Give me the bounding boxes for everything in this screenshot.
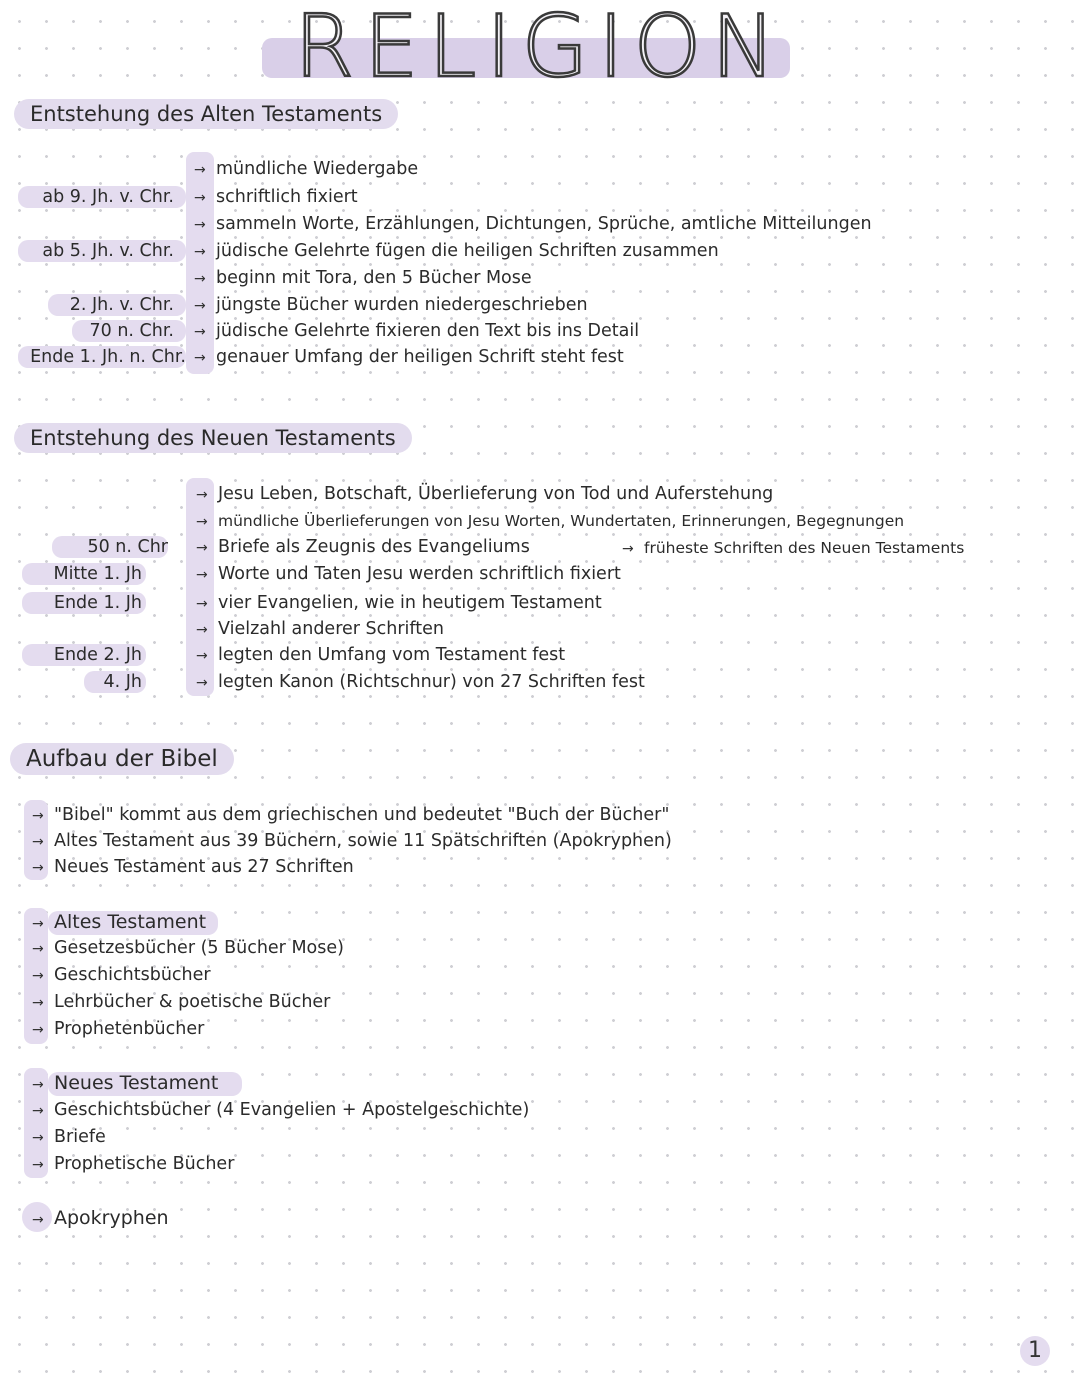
list-item: → beginn mit Tora, den 5 Bücher Mose <box>194 265 532 292</box>
date-label: Ende 2. Jh <box>53 645 142 665</box>
section-heading-nt: Entstehung des Neuen Testaments <box>14 423 412 453</box>
arrow-right-icon: → <box>32 1022 44 1038</box>
list-item: → mündliche Wiedergabe <box>194 156 418 183</box>
list-item: → Worte und Taten Jesu werden schriftlich fixiert <box>196 561 621 588</box>
list-item: → jüdische Gelehrte fügen die heiligen Schriften zusammen <box>194 238 719 265</box>
list-item: → Altes Testament aus 39 Büchern, sowie 11 Spätschriften (Apokryphen) <box>32 828 672 855</box>
arrow-right-icon: → <box>32 941 44 957</box>
arrow-right-icon: → <box>196 540 208 556</box>
list-item: → mündliche Überlieferungen von Jesu Worten, Wundertaten, Erinnerungen, Begegnungen <box>196 508 904 535</box>
arrow-right-icon: → <box>32 1077 44 1093</box>
date-label: 4. Jh <box>103 672 142 692</box>
date-label: 50 n. Chr <box>87 537 168 557</box>
arrow-right-icon: → <box>196 596 208 612</box>
list-item: → vier Evangelien, wie in heutigem Testament <box>196 590 602 617</box>
arrow-right-icon: → <box>194 298 206 314</box>
list-item: → legten Kanon (Richtschnur) von 27 Schriften fest <box>196 669 645 696</box>
list-item: → Briefe als Zeugnis des Evangeliums <box>196 534 530 561</box>
list-item: → Geschichtsbücher <box>32 962 211 989</box>
date-label: 2. Jh. v. Chr. <box>69 295 174 315</box>
arrow-right-icon: → <box>196 567 208 583</box>
arrow-right-icon: → <box>194 162 206 178</box>
list-item: → Prophetenbücher <box>32 1016 204 1043</box>
arrow-right-icon: → <box>196 622 208 638</box>
date-label: Ende 1. Jh. n. Chr. <box>30 347 186 367</box>
date-label: 70 n. Chr. <box>89 321 174 341</box>
arrow-right-icon: → <box>32 1130 44 1146</box>
list-item: → Gesetzesbücher (5 Bücher Mose) <box>32 935 344 962</box>
page-title: RELIGION <box>294 0 786 97</box>
arrow-right-icon: → <box>32 1103 44 1119</box>
arrow-right-icon: → <box>196 648 208 664</box>
arrow-right-icon: → <box>32 1212 44 1228</box>
date-label: Mitte 1. Jh <box>53 564 142 584</box>
arrow-right-icon: → <box>32 834 44 850</box>
arrow-right-icon: → <box>194 217 206 233</box>
list-item: → Jesu Leben, Botschaft, Überlieferung von Tod und Auferstehung <box>196 481 773 508</box>
list-item: → genauer Umfang der heiligen Schrift steht fest <box>194 344 624 371</box>
arrow-right-icon: → <box>194 350 206 366</box>
date-label: ab 5. Jh. v. Chr. <box>42 241 174 261</box>
note-earliest-writings: → früheste Schriften des Neuen Testaments <box>622 535 964 562</box>
date-label: Ende 1. Jh <box>53 593 142 613</box>
section-heading-bibel: Aufbau der Bibel <box>10 743 234 775</box>
list-item: → "Bibel" kommt aus dem griechischen und bedeutet "Buch der Bücher" <box>32 802 669 829</box>
arrow-right-icon: → <box>32 860 44 876</box>
arrow-right-icon: → <box>194 244 206 260</box>
list-item: → Neues Testament <box>32 1070 218 1098</box>
list-item: → legten den Umfang vom Testament fest <box>196 642 565 669</box>
list-item: → Geschichtsbücher (4 Evangelien + Apostelgeschichte) <box>32 1097 529 1124</box>
list-item: → Altes Testament <box>32 909 206 937</box>
list-item: → Lehrbücher & poetische Bücher <box>32 989 330 1016</box>
arrow-right-icon: → <box>196 675 208 691</box>
list-item: → jüdische Gelehrte fixieren den Text bis ins Detail <box>194 318 639 345</box>
arrow-right-icon: → <box>622 541 634 557</box>
arrow-right-icon: → <box>32 916 44 932</box>
arrow-right-icon: → <box>32 995 44 1011</box>
list-item: → sammeln Worte, Erzählungen, Dichtungen, Sprüche, amtliche Mitteilungen <box>194 211 872 238</box>
list-item: → Prophetische Bücher <box>32 1151 234 1178</box>
arrow-right-icon: → <box>32 808 44 824</box>
arrow-right-icon: → <box>32 1157 44 1173</box>
list-item: → Neues Testament aus 27 Schriften <box>32 854 354 881</box>
page-number: 1 <box>1020 1336 1050 1366</box>
arrow-right-icon: → <box>32 968 44 984</box>
date-label: ab 9. Jh. v. Chr. <box>42 187 174 207</box>
list-item: → Briefe <box>32 1124 106 1151</box>
arrow-right-icon: → <box>194 190 206 206</box>
list-item: → jüngste Bücher wurden niedergeschrieben <box>194 292 588 319</box>
arrow-right-icon: → <box>196 514 208 530</box>
arrow-right-icon: → <box>194 271 206 287</box>
list-item: → schriftlich fixiert <box>194 184 358 211</box>
list-item: → Vielzahl anderer Schriften <box>196 616 444 643</box>
list-item: → Apokryphen <box>32 1205 169 1233</box>
arrow-right-icon: → <box>194 324 206 340</box>
arrow-right-icon: → <box>196 487 208 503</box>
section-heading-at: Entstehung des Alten Testaments <box>14 99 398 129</box>
